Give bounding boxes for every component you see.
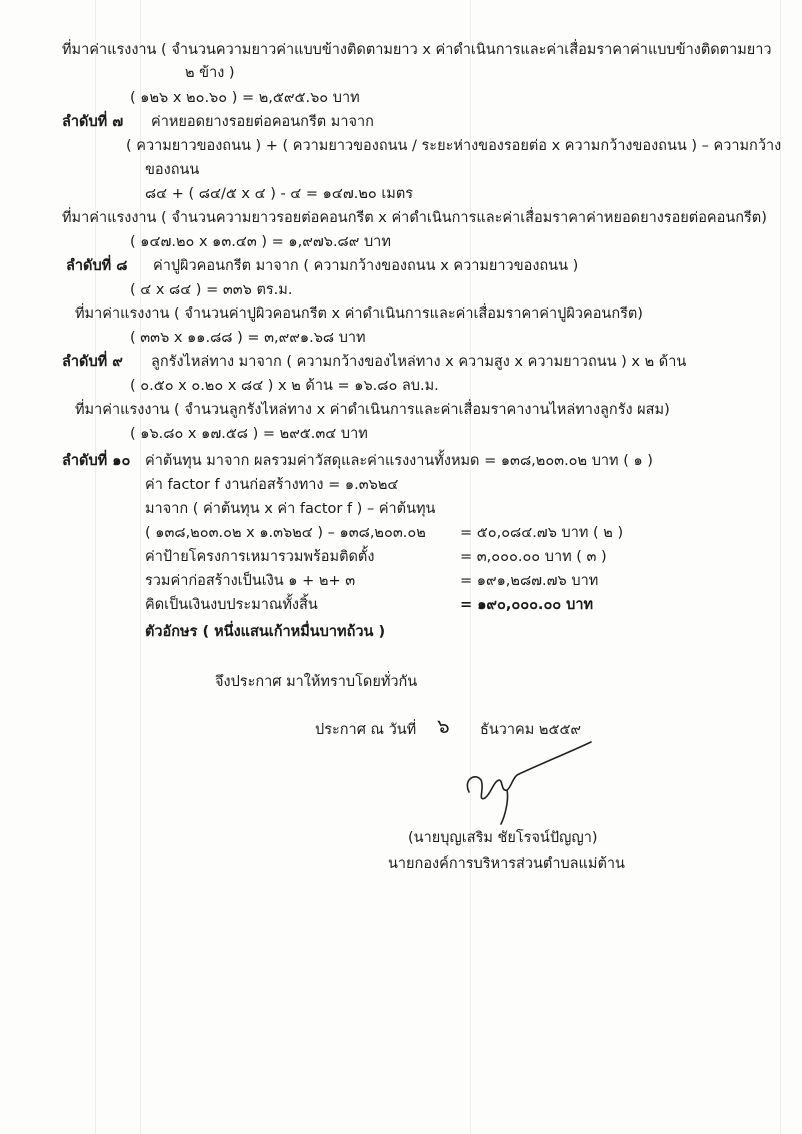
text-line: ค่าหยอดยางรอยต่อคอนกรีต มาจาก — [151, 114, 374, 130]
text-line: ค่าต้นทุน มาจาก ผลรวมค่าวัสดุและค่าแรงงานทั้งหมด = ๑๓๘,๒๐๓.๐๒ บาท ( ๑ ) — [145, 453, 653, 469]
text-line: ( ๔ x ๘๔ ) = ๓๓๖ ตร.ม. — [130, 282, 293, 298]
date-month-year: ธันวาคม ๒๕๕๙ — [480, 722, 582, 738]
text-line: ที่มาค่าแรงงาน ( จำนวนความยาวรอยต่อคอนกรีต x ค่าดำเนินการและค่าเสื่อมราคาค่าหยอดยางรอยต่อคอนกรีต) — [62, 210, 767, 226]
item-number: ลำดับที่ ๙ — [62, 354, 123, 370]
text-line: ค่า factor f งานก่อสร้างทาง = ๑.๓๖๒๔ — [145, 477, 399, 493]
text-line: ที่มาค่าแรงงาน ( จำนวนลูกรังไหล่ทาง x ค่าดำเนินการและค่าเสื่อมราคางานไหล่ทางลูกรัง ผสม) — [75, 402, 670, 418]
item-number: ลำดับที่ ๑๐ — [62, 453, 131, 469]
text-line: ( ๑๔๗.๒๐ x ๑๓.๔๓ ) = ๑,๙๗๖.๘๙ บาท — [130, 234, 391, 250]
signature — [455, 740, 595, 830]
scan-artifact — [140, 0, 141, 1134]
text-line: คิดเป็นเงินงบประมาณทั้งสิ้น — [145, 597, 318, 613]
scan-artifact — [780, 0, 781, 1134]
text-line: มาจาก ( ค่าต้นทุน x ค่า factor f ) – ค่าต้นทุน — [145, 501, 436, 517]
text-line: รวมค่าก่อสร้างเป็นเงิน ๑ + ๒+ ๓ — [145, 573, 356, 589]
item-number: ลำดับที่ ๗ — [62, 114, 124, 130]
signer-name: (นายบุญเสริม ชัยโรจน์ปัญญา) — [408, 830, 598, 846]
text-line: ( ๑๖.๘๐ x ๑๗.๕๘ ) = ๒๙๕.๓๔ บาท — [130, 426, 368, 442]
text-line: ( ๐.๕๐ x ๐.๒๐ x ๘๔ ) x ๒ ด้าน = ๑๖.๘๐ ลบ.ม. — [130, 378, 439, 394]
date-label: ประกาศ ณ วันที่ — [315, 722, 417, 738]
scan-artifact — [470, 0, 471, 1134]
text-line: ๘๔ + ( ๘๔/๕ x ๔ ) - ๔ = ๑๔๗.๒๐ เมตร — [145, 186, 414, 202]
announcement-line: จึงประกาศ มาให้ทราบโดยทั่วกัน — [215, 674, 418, 690]
total-amount: = ๑๙๐,๐๐๐.๐๐ บาท — [460, 597, 594, 613]
text-line: ( ๑๒๖ x ๒๐.๖๐ ) = ๒,๕๙๕.๖๐ บาท — [130, 90, 360, 106]
item-number: ลำดับที่ ๘ — [66, 258, 128, 274]
amount-line: = ๑๙๑,๒๘๗.๗๖ บาท — [460, 573, 599, 589]
text-line: ที่มาค่าแรงงาน ( จำนวนความยาวค่าแบบข้างติดตามยาว x ค่าดำเนินการและค่าเสื่อมราคาค่าแบบข้างติดตามยาว — [62, 42, 772, 58]
scan-artifact — [95, 0, 96, 1134]
text-line: ( ๓๓๖ x ๑๑.๘๘ ) = ๓,๙๙๑.๖๘ บาท — [130, 330, 366, 346]
text-line: ลูกรังไหล่ทาง มาจาก ( ความกว้างของไหล่ทาง x ความสูง x ความยาวถนน ) x ๒ ด้าน — [151, 354, 687, 370]
amount-line: = ๓,๐๐๐.๐๐ บาท ( ๓ ) — [460, 549, 607, 565]
text-line: ที่มาค่าแรงงาน ( จำนวนค่าปูผิวคอนกรีต x ค่าดำเนินการและค่าเสื่อมราคาค่าปูผิวคอนกรีต) — [75, 306, 643, 322]
text-line: ๒ ข้าง ) — [185, 65, 235, 81]
signer-title: นายกองค์การบริหารส่วนตำบลแม่ต้าน — [388, 856, 625, 872]
text-line: ( ๑๓๘,๒๐๓.๐๒ x ๑.๓๖๒๔ ) – ๑๓๘,๒๐๓.๐๒ — [145, 525, 426, 541]
text-line: ค่าปูผิวคอนกรีต มาจาก ( ความกว้างของถนน x ความยาวของถนน ) — [153, 258, 579, 274]
amount-line: = ๕๐,๐๘๔.๗๖ บาท ( ๒ ) — [460, 525, 624, 541]
date-day: ๖ — [437, 714, 450, 738]
amount-in-words: ตัวอักษร ( หนึ่งแสนเก้าหมื่นบาทถ้วน ) — [145, 624, 386, 640]
text-line: ( ความยาวของถนน ) + ( ความยาวของถนน / ระยะห่างของรอยต่อ x ความกว้างของถนน ) – ความกว้าง — [126, 138, 782, 154]
text-line: ค่าป้ายโครงการเหมารวมพร้อมติดตั้ง — [145, 549, 375, 565]
text-line: ของถนน — [145, 162, 200, 178]
